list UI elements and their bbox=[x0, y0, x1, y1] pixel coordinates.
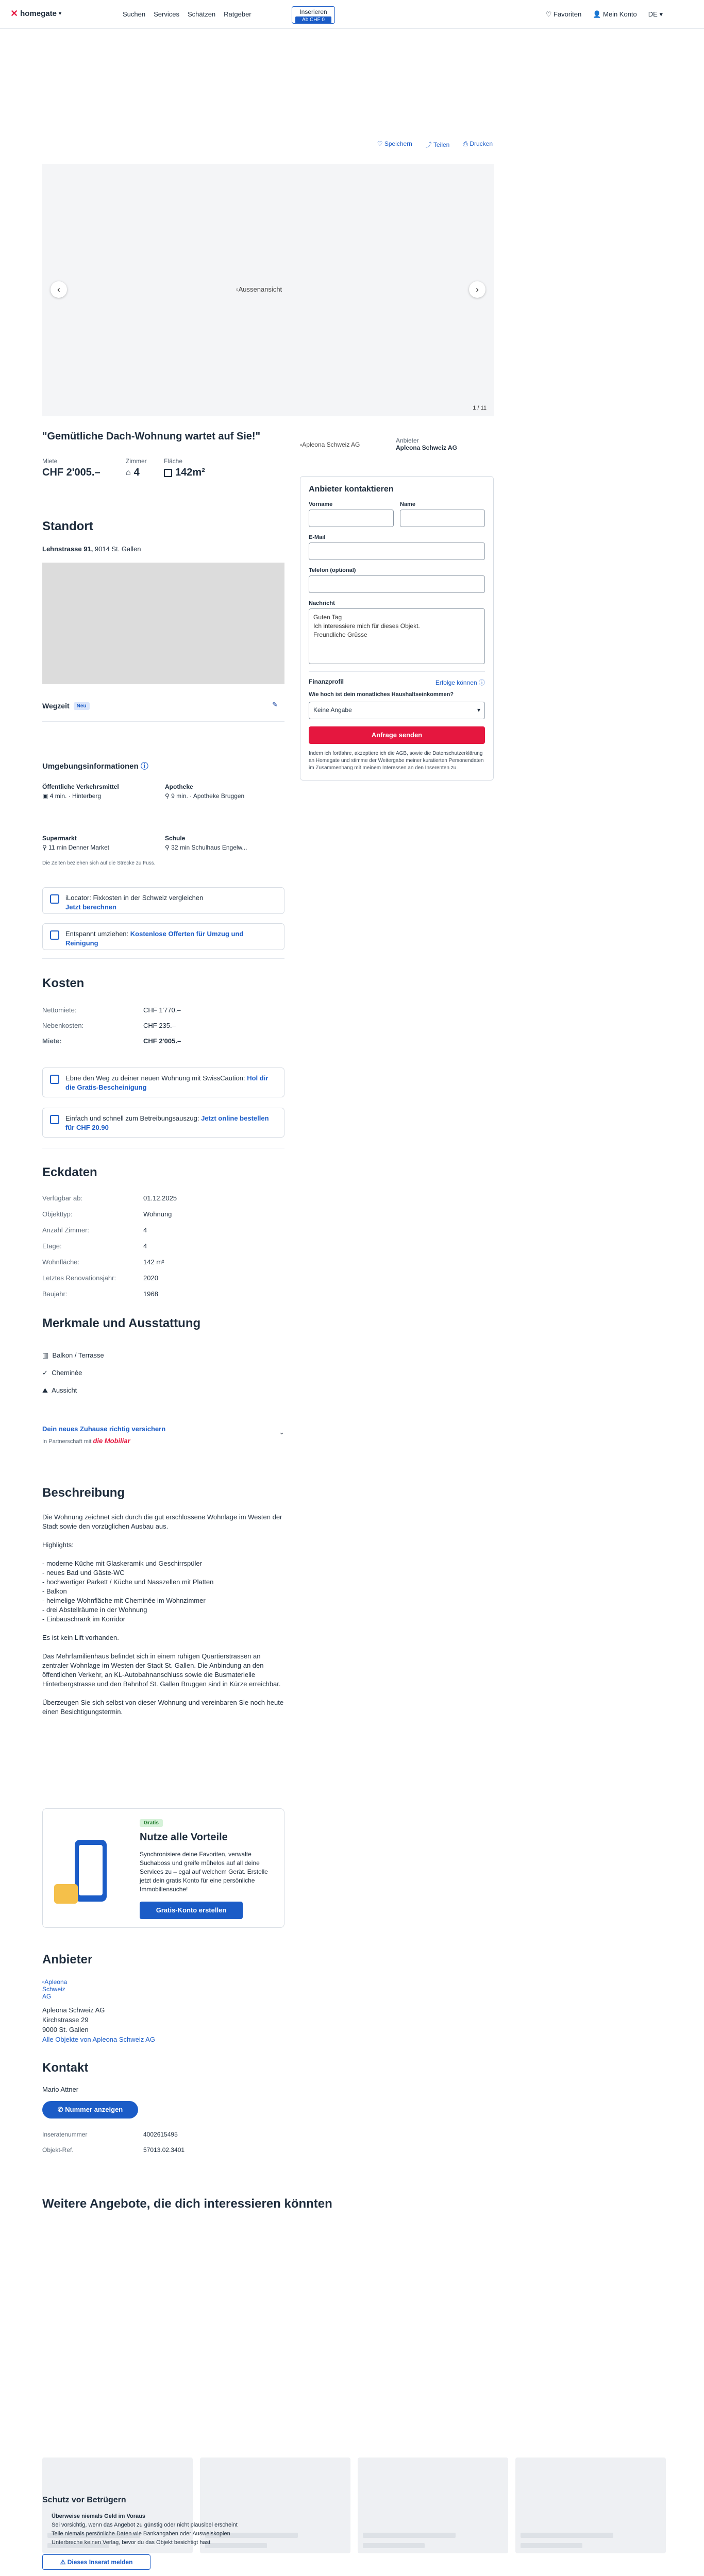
finance-info-link[interactable]: Erfolge können ⓘ bbox=[435, 679, 485, 686]
phone-illustration bbox=[54, 1840, 131, 1907]
fraud-heading: Schutz vor Betrügern bbox=[42, 2496, 126, 2504]
document-icon bbox=[50, 1075, 59, 1084]
chevron-down-icon: ⌄ bbox=[279, 1428, 284, 1436]
facts-row: Etage: 4 bbox=[42, 1242, 147, 1250]
promo-text: Synchronisiere deine Favoriten, verwalte Suchaboss und greife mühelos auf all deine Services zu – egal auf welchem Gerät. Erstelle jetzt dein gratis Konto für eine persönliche Immobiliensuche! bbox=[140, 1851, 268, 1893]
income-select[interactable]: Keine Angabe ▾ bbox=[309, 702, 485, 719]
site-header bbox=[0, 0, 704, 29]
main-nav bbox=[123, 10, 252, 18]
walk-icon: ⚲ bbox=[42, 844, 47, 851]
facts-row: Letztes Renovationsjahr: 2020 bbox=[42, 1274, 158, 1282]
feature-item: ▥ Balkon / Terrasse bbox=[42, 1351, 104, 1359]
facts-heading: Eckdaten bbox=[42, 1165, 97, 1179]
walk-icon: ⚲ bbox=[165, 844, 170, 851]
document-icon bbox=[50, 1115, 59, 1124]
language-select[interactable]: DE ▾ bbox=[648, 10, 663, 18]
area-icon bbox=[164, 469, 172, 477]
chevron-down-icon: ▾ bbox=[477, 706, 480, 714]
nav-estimate[interactable]: Schätzen bbox=[187, 10, 216, 18]
warning-icon: ⚠ bbox=[60, 2558, 66, 2566]
listing-title: "Gemütliche Dach-Wohnung wartet auf Sie!" bbox=[42, 431, 261, 442]
nav-services[interactable]: Services bbox=[154, 10, 179, 18]
legal-note: Indem ich fortfahre, akzeptiere ich die AGB, sowie die Datenschutzerklärung an Homegate und stimme der Weitergabe meiner kuratierten Personendaten im Zusammenhang mit meinem Interessen an den Inserenten zu. bbox=[309, 751, 484, 771]
divider bbox=[42, 721, 284, 722]
env-note: Die Zeiten beziehen sich auf die Strecke zu Fuss. bbox=[42, 860, 156, 866]
message-field[interactable]: Guten Tag Ich interessiere mich für dieses Objekt. Freundliche Grüsse bbox=[309, 608, 485, 664]
facts-row: Anzahl Zimmer: 4 bbox=[42, 1226, 147, 1234]
info-icon: ⓘ bbox=[478, 679, 485, 686]
highlights-list: - moderne Küche mit Glaskeramik und Geschirrspüler - neues Bad und Gäste-WC - hochwertiger Parkett / Küche und Nasszellen mit Platten - Balkon - heimelige Wohnfläche mit Cheminée im Wohnzimmer - drei Abstellräume in der Wohnung - Einbauschrank im Korridor bbox=[42, 1560, 214, 1623]
debt-extract-card[interactable]: Einfach und schnell zum Betreibungsauszug: Jetzt online bestellen für CHF 20.90 bbox=[42, 1108, 284, 1138]
facts-row: Wohnfläche: 142 m² bbox=[42, 1258, 164, 1266]
insert-button[interactable]: Inserieren Ab CHF 0 bbox=[292, 6, 335, 24]
save-button[interactable]: ♡ Speichern bbox=[377, 140, 412, 147]
account-link[interactable]: 👤 Mein Konto bbox=[593, 10, 637, 18]
contact-heading: Kontakt bbox=[42, 2061, 89, 2075]
favorites-link[interactable]: ♡ Favoriten bbox=[545, 10, 582, 18]
env-supermarket: Supermarkt ⚲ 11 min Denner Market bbox=[42, 835, 109, 851]
area-info: Fläche 142m² bbox=[164, 457, 205, 478]
report-listing-button[interactable]: ⚠ Dieses Inserat melden bbox=[42, 2554, 150, 2570]
feature-item: ⛰ Aussicht bbox=[42, 1386, 77, 1394]
side-provider: Anbieter Apleona Schweiz AG bbox=[396, 437, 457, 451]
nav-search[interactable]: Suchen bbox=[123, 10, 146, 18]
ref-row: Inseratenummer 4002615495 bbox=[42, 2131, 178, 2138]
provider-logo-image: ▫Apleona Schweiz AG bbox=[42, 1978, 68, 2000]
facts-row: Baujahr: 1968 bbox=[42, 1290, 158, 1298]
promo-title: Nutze alle Vorteile bbox=[140, 1832, 228, 1843]
phone-icon: ✆ bbox=[57, 2106, 63, 2113]
logo-icon: ✕ bbox=[10, 8, 19, 19]
address: Lehnstrasse 91, 9014 St. Gallen bbox=[42, 545, 141, 553]
walk-icon: ⚲ bbox=[165, 792, 170, 800]
chevron-left-icon: ‹ bbox=[57, 284, 60, 295]
gallery-next-button[interactable] bbox=[469, 281, 485, 298]
route-time: Wegzeit Neu bbox=[42, 702, 90, 710]
view-icon: ⛰ bbox=[42, 1386, 48, 1394]
house-icon: ⌂ bbox=[126, 468, 131, 477]
provider-heading: Anbieter bbox=[42, 1953, 93, 1967]
email-field[interactable] bbox=[309, 543, 485, 560]
homegate-logo[interactable]: ✕ homegate ▾ bbox=[10, 8, 61, 19]
show-number-button[interactable]: ✆ Nummer anzeigen bbox=[42, 2101, 138, 2119]
contact-form: Anbieter kontaktieren Vorname Name E-Mail Telefon (optional) Nachricht Guten Tag Ich interessiere mich für dieses Objekt. Freundliche Grüsse Finanzprofil Erfolge können ⓘ Wie hoch ist dein monatliches Haushaltseinkommen? Keine Angabe ▾ Anfrage senden Indem ich fortfahre, akzeptiere ich die AGB, sowie die Datenschutzerklärung an Homegate und stimme der Weitergabe meiner kuratierten Personendaten im Zusammenhang mit meinem Interessen an den Inserenten zu. bbox=[300, 476, 494, 781]
insert-badge: Ab CHF 0 bbox=[295, 16, 331, 24]
listing-actions bbox=[377, 140, 493, 149]
gallery-prev-button[interactable] bbox=[51, 281, 67, 298]
description-text: Die Wohnung zeichnet sich durch die gut erschlossene Wohnlage im Westen der Stadt sowie den vorzüglichen Ausbau aus. Highlights: - moderne Küche mit Glaskeramik und Geschirrspüler - neues Bad und Gäste-WC - hochwertiger Parkett / Küche und Nasszellen mit Platten - Balkon - heimelige Wohnfläche mit Cheminée im Wohnzimmer - drei Abstellräume in der Wohnung - Einbauschrank im Korridor Es ist kein Lift vorhanden. Das Mehrfamilienhaus befindet sich in einem ruhigen Quartierstrassen an zentraler Wohnlage im Westen der Stadt St. Gallen. Die Anbindung an den öffentlichen Verkehr, an KL-Autobahnanschluss sowie die Busmaterielle Hinterbergstrasse und den Bahnhof St. Gallen Bruggen sind in Kürze erreichbar. Überzeugen Sie sich selbst von dieser Wohnung und vereinbaren Sie noch heute einen Besichtigungstermin. bbox=[42, 1513, 284, 1716]
chevron-down-icon: ▾ bbox=[659, 10, 663, 18]
provider-address: Apleona Schweiz AG Kirchstrasse 29 9000 St. Gallen Alle Objekte von Apleona Schweiz AG bbox=[42, 2006, 155, 2043]
contact-person: Mario Attner bbox=[42, 2086, 79, 2093]
features-heading: Merkmale und Ausstattung bbox=[42, 1316, 201, 1330]
cost-row: Nebenkosten: CHF 235.– bbox=[42, 1022, 176, 1029]
feature-item: ✓ Cheminée bbox=[42, 1369, 82, 1377]
edit-icon[interactable]: ✎ bbox=[272, 701, 278, 708]
new-badge: Neu bbox=[74, 702, 90, 710]
print-button[interactable]: ⎙ Drucken bbox=[463, 140, 493, 147]
print-icon: ⎙ bbox=[463, 140, 468, 147]
calculator-icon bbox=[50, 894, 59, 904]
mobiliar-accordion[interactable]: Dein neues Zuhause richtig versichern In Partnerschaft mit die Mobiliar ⌄ bbox=[42, 1425, 284, 1445]
more-offers-heading: Weitere Angebote, die dich interessieren könnten bbox=[42, 2197, 332, 2211]
broken-image-icon: ▫ bbox=[300, 441, 303, 448]
env-transit: Öffentliche Verkehrsmittel ▣ 4 min. · Hinterberg bbox=[42, 783, 119, 800]
create-account-button[interactable]: Gratis-Konto erstellen bbox=[140, 1902, 243, 1919]
rooms-info: Zimmer ⌂ 4 bbox=[126, 457, 147, 478]
provider-logo: ▫Apleona Schweiz AG bbox=[300, 441, 360, 448]
features-list bbox=[42, 1347, 104, 1399]
account-promo bbox=[42, 1808, 284, 1928]
facts-row: Verfügbar ab: 01.12.2025 bbox=[42, 1194, 177, 1202]
all-objects-link[interactable]: Alle Objekte von Apleona Schweiz AG bbox=[42, 2036, 155, 2043]
rent-info: Miete CHF 2'005.– bbox=[42, 457, 100, 478]
offer-placeholder bbox=[358, 2458, 508, 2553]
form-title: Anbieter kontaktieren bbox=[309, 485, 394, 494]
last-name-field[interactable] bbox=[400, 510, 485, 527]
info-icon[interactable]: ⓘ bbox=[140, 762, 148, 771]
first-name-field[interactable] bbox=[309, 510, 394, 527]
moving-card[interactable]: Entspannt umziehen: Kostenlose Offerten für Umzug und Reinigung bbox=[42, 923, 284, 950]
phone-field[interactable] bbox=[309, 575, 485, 593]
chevron-right-icon: › bbox=[476, 284, 479, 295]
offer-placeholder bbox=[515, 2458, 666, 2553]
user-icon: 👤 bbox=[593, 10, 601, 18]
gallery-image: ▫Aussenansicht bbox=[236, 285, 282, 293]
mobiliar-logo: die Mobiliar bbox=[93, 1437, 130, 1445]
cost-row: Miete: CHF 2'005.– bbox=[42, 1037, 181, 1045]
facts-row: Objekttyp: Wohnung bbox=[42, 1210, 172, 1218]
balcony-icon: ▥ bbox=[42, 1351, 49, 1359]
bus-icon: ▣ bbox=[42, 792, 48, 800]
swisscaution-card[interactable]: Ebne den Weg zu deiner neuen Wohnung mit SwissCaution: Hol dir die Gratis-Bescheinigung bbox=[42, 1067, 284, 1097]
heart-icon: ♡ bbox=[545, 10, 552, 18]
description-heading: Beschreibung bbox=[42, 1486, 125, 1500]
costs-heading: Kosten bbox=[42, 976, 85, 990]
environment-heading: Umgebungsinformationen ⓘ bbox=[42, 762, 148, 771]
image-gallery[interactable] bbox=[42, 164, 494, 416]
divider bbox=[42, 958, 284, 959]
broken-image-icon: ▫ bbox=[236, 285, 239, 293]
ref-row: Objekt-Ref. 57013.02.3401 bbox=[42, 2146, 185, 2154]
env-school: Schule ⚲ 32 min Schulhaus Engelw... bbox=[165, 835, 247, 851]
nav-guide[interactable]: Ratgeber bbox=[224, 10, 252, 18]
share-icon: ⤴ bbox=[425, 141, 432, 148]
broken-image-icon: ▫ bbox=[42, 1978, 45, 1986]
free-badge: Gratis bbox=[140, 1819, 163, 1827]
ilocator-card[interactable]: iLocator: Fixkosten in der Schweiz vergleichen Jetzt berechnen bbox=[42, 887, 284, 914]
env-pharmacy: Apotheke ⚲ 9 min. · Apotheke Bruggen bbox=[165, 783, 245, 800]
finance-profile-label: Finanzprofil bbox=[309, 678, 344, 685]
heart-icon: ♡ bbox=[377, 140, 383, 147]
check-icon: ✓ bbox=[42, 1369, 48, 1377]
share-button[interactable]: ⤴ Teilen bbox=[425, 141, 450, 148]
fraud-tips: Überweise niemals Geld im Voraus Sei vorsichtig, wenn das Angebot zu günstig oder nicht plausibel erscheint Teile niemals persönliche Daten wie Bankangaben oder Ausweiskopien Unterbreche keinen Verlag, bevor du das Objekt besichtigt hast bbox=[52, 2513, 238, 2546]
cost-row: Nettomiete: CHF 1'770.– bbox=[42, 1006, 181, 1014]
gallery-counter: 1 / 11 bbox=[473, 405, 487, 411]
truck-icon bbox=[50, 930, 59, 940]
location-heading: Standort bbox=[42, 519, 93, 533]
chevron-down-icon: ▾ bbox=[58, 11, 61, 16]
map[interactable] bbox=[42, 563, 284, 684]
send-request-button[interactable]: Anfrage senden bbox=[309, 726, 485, 744]
